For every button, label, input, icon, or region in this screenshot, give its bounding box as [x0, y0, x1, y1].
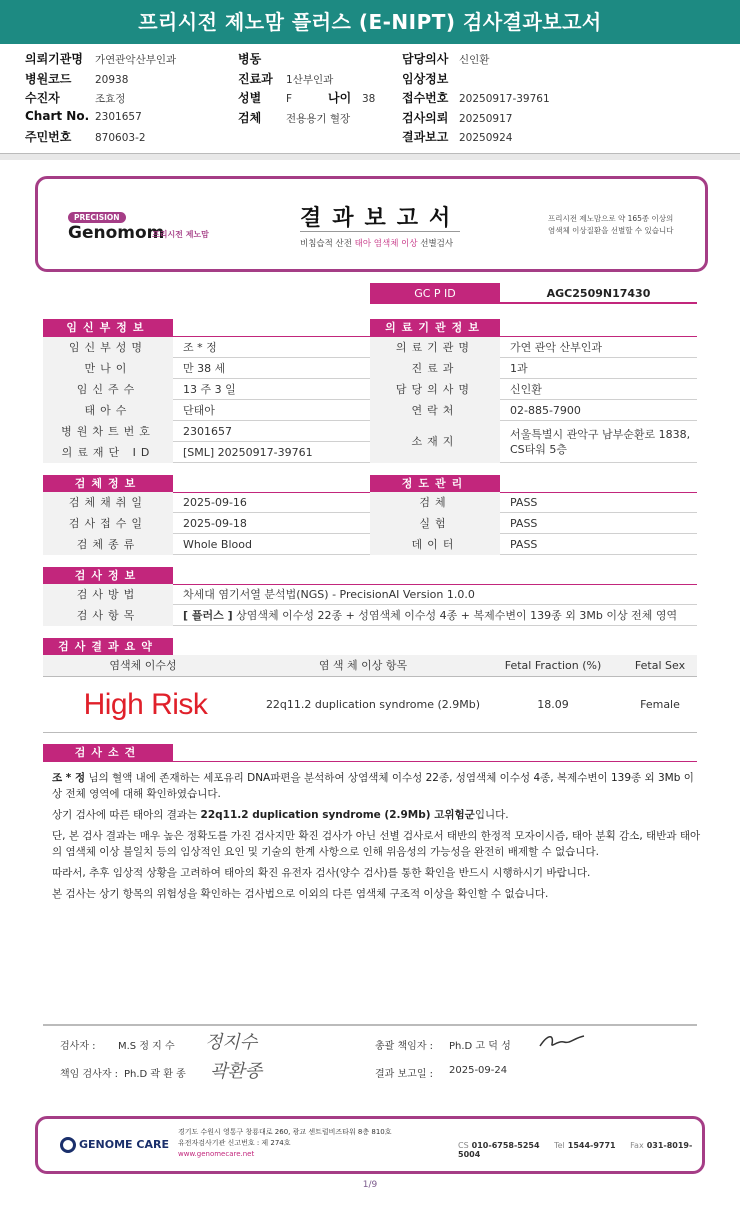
resident-id-label: 주민번호 [25, 130, 72, 144]
specimen-info-row [43, 534, 370, 555]
qc-value: PASS [510, 538, 538, 551]
test-method-label: 검사방법 [43, 584, 173, 605]
pregnant-info-row [43, 400, 370, 421]
opinion-paragraph [52, 770, 702, 802]
gc-circle-icon [60, 1137, 76, 1153]
gcpid-label: GC P ID [370, 283, 500, 304]
logo-subtitle: 프리시전 제노맘 [152, 230, 209, 239]
opinion-p1: 님의 혈액 내에 존재하는 세포유리 DNA파편을 분석하여 상염색체 이수성 22종, 성염색체 이수성 4종, 복제수변이 139종 외 3Mb 이상 전체 영역에 대해 확인하였습니다. [52, 772, 694, 800]
pregnant-info-row [43, 379, 370, 400]
divider [0, 154, 740, 160]
pregnant-info-label: 태아수 [43, 400, 173, 421]
qc-label: 데이터 [370, 534, 500, 555]
qc-header: 정도관리 [370, 475, 500, 493]
receipt-no-value: 20250917-39761 [459, 93, 550, 105]
medical-info-label: 연락처 [370, 400, 500, 421]
medical-info-label: 의료기관명 [370, 337, 500, 358]
chart-no-value: 2301657 [95, 111, 142, 123]
qc-row [370, 492, 697, 513]
sex-label: 성별 [238, 91, 262, 105]
specimen-value: 전용용기 혈장 [286, 113, 351, 125]
patient-value: 조효정 [95, 93, 126, 105]
opinion-p2-post: 입니다. [474, 809, 509, 821]
medical-info-row [370, 337, 697, 358]
signature-rule [43, 1024, 697, 1026]
pregnant-info-value: 13 주 3 일 [183, 383, 236, 396]
pregnant-info-row [43, 442, 370, 463]
page-number: 1/9 [362, 1180, 378, 1190]
specimen-info-value: 2025-09-16 [183, 496, 247, 509]
footer-address [178, 1127, 392, 1160]
resident-id-value: 870603-2 [95, 132, 146, 144]
opinion-paragraph [52, 807, 702, 823]
website-link[interactable]: www.genomecare.net [178, 1150, 255, 1158]
pregnant-info-value: 2301657 [183, 425, 232, 438]
qc-row [370, 534, 697, 555]
genome-care-logo [60, 1137, 169, 1153]
risk-result: High Risk [83, 688, 208, 721]
title-underline [300, 231, 460, 232]
pregnant-info-value: [SML] 20250917-39761 [183, 446, 313, 459]
director-signature-icon [538, 1030, 588, 1052]
medical-info-value: 신인환 [510, 383, 542, 396]
document-title: 프리시전 제노맘 플러스 (E-NIPT) 검사결과보고서 [0, 0, 740, 44]
fax-label: Fax [630, 1141, 644, 1150]
request-date-label: 검사의뢰 [402, 111, 449, 125]
test-info-header: 검사정보 [43, 567, 173, 585]
gcpid-value: AGC2509N17430 [500, 283, 697, 304]
medical-info-value [500, 421, 697, 463]
report-date-label: 결과보고 [402, 130, 449, 144]
company-name: GENOME CARE [79, 1138, 169, 1151]
tester-label: 검사자 : [60, 1041, 96, 1052]
col-fetal-sex: Fetal Sex [634, 659, 686, 672]
medical-info-value-line: 서울특별시 관악구 남부순환로 1838, [510, 428, 691, 441]
opinion-p2-result: 22q11.2 duplication syndrome (2.9Mb) 고위험군 [200, 809, 475, 821]
test-items-row [43, 605, 697, 626]
qc-value: PASS [510, 496, 538, 509]
medical-info-label: 소재지 [370, 421, 500, 463]
report-date-label: 결과 보고일 : [375, 1069, 434, 1080]
report-date-value: 2025-09-24 [449, 1065, 508, 1076]
age-value: 38 [362, 93, 376, 105]
report-subtitle [300, 237, 453, 249]
hospital-code-value: 20938 [95, 74, 129, 86]
col-fetal-fraction: Fetal Fraction (%) [504, 659, 602, 672]
medical-info-value-line: CS타워 5층 [510, 443, 568, 456]
medical-info-label: 진료과 [370, 358, 500, 379]
patient-name: 조 * 정 [52, 772, 86, 784]
test-items-value [173, 605, 697, 626]
fetal-sex-value: Female [640, 698, 680, 711]
receipt-no-label: 접수번호 [402, 91, 449, 105]
qc-value: PASS [510, 517, 538, 530]
institution-value: 가연관악산부인과 [95, 54, 177, 66]
specimen-label: 검체 [238, 111, 262, 125]
chart-no-label: Chart No. [25, 109, 90, 123]
summary-header: 검사결과요약 [43, 638, 173, 656]
request-date-value: 20250917 [459, 113, 513, 125]
precision-badge: PRECISION [68, 212, 126, 223]
pregnant-info-value: 조 * 정 [183, 341, 217, 354]
specimen-info-row [43, 492, 370, 513]
cs-number: 010-6758-5254 [471, 1141, 540, 1150]
report-header [35, 176, 708, 272]
chief-tester-name: Ph.D 곽 환 종 [124, 1069, 186, 1080]
section-rule [173, 761, 697, 762]
medical-info-row [370, 379, 697, 400]
cs-label: CS [458, 1141, 469, 1150]
specimen-info-value: 2025-09-18 [183, 517, 247, 530]
opinion-text [52, 770, 702, 907]
medical-info-value: 02-885-7900 [510, 404, 581, 417]
note-line: 프리시전 제노맘으로 약 165종 이상의 [548, 214, 674, 223]
director-name: Ph.D 고 덕 성 [449, 1041, 511, 1052]
tel-label: Tel [554, 1141, 565, 1150]
dept-value: 1산부인과 [286, 74, 334, 86]
chief-tester-signature: 곽환종 [210, 1061, 263, 1082]
medical-info-header: 의료기관정보 [370, 319, 500, 337]
finding-value: 22q11.2 duplication syndrome (2.9Mb) [265, 698, 481, 711]
summary-columns [43, 655, 697, 677]
address-line: 경기도 수원시 영통구 창룡대로 260, 광교 센트럴비즈타워 8층 810호 [178, 1128, 392, 1136]
tester-name: M.S 정 지 수 [118, 1041, 175, 1052]
test-items-label: 검사항목 [43, 605, 173, 626]
subtitle-pre: 비침습적 산전 [300, 239, 355, 249]
director-label: 총괄 책임자 : [375, 1041, 434, 1052]
opinion-paragraph: 따라서, 추후 임상적 상황을 고려하여 태아의 확진 유전자 검사(양수 검사)를 통한 확인을 반드시 시행하시기 바랍니다. [52, 867, 591, 879]
dept-label: 진료과 [238, 72, 273, 86]
medical-info-label: 담당의사명 [370, 379, 500, 400]
order-meta [0, 44, 740, 154]
test-items-text: 상염색체 이수성 22종 + 성염색체 이수성 4종 + 복제수변이 139종 외 3Mb 이상 전체 영역 [232, 609, 678, 622]
age-label: 나이 [328, 91, 352, 105]
pregnant-info-label: 의료재단 ID [43, 442, 173, 463]
medical-info-value: 가연 관악 산부인과 [510, 341, 603, 354]
pregnant-info-header: 임신부정보 [43, 319, 173, 337]
subtitle-highlight: 태아 염색체 이상 [354, 239, 418, 249]
ward-label: 병동 [238, 52, 262, 66]
hospital-code-label: 병원코드 [25, 72, 72, 86]
specimen-info-header: 검체정보 [43, 475, 173, 493]
test-method-row [43, 584, 697, 605]
fetal-fraction-value: 18.09 [537, 698, 569, 711]
specimen-info-label: 검체종류 [43, 534, 173, 555]
pregnant-info-label: 임신주수 [43, 379, 173, 400]
tel-number: 1544-9771 [567, 1141, 616, 1150]
report-note [548, 213, 698, 237]
plus-tag: [ 플러스 ] [183, 609, 233, 622]
opinion-p2-pre: 상기 검사에 따른 태아의 결과는 [52, 809, 201, 821]
pregnant-info-row [43, 358, 370, 379]
pregnant-info-label: 병원차트번호 [43, 421, 173, 442]
pregnant-info-row [43, 421, 370, 442]
medical-info-row [370, 358, 697, 379]
test-method-value: 차세대 염기서열 분석법(NGS) - PrecisionAI Version 1.0.0 [183, 588, 475, 601]
pregnant-info-row [43, 337, 370, 358]
license-line: 유전자검사기관 신고번호 : 제 274호 [178, 1139, 291, 1147]
specimen-info-value: Whole Blood [183, 538, 252, 551]
subtitle-post: 선별검사 [417, 239, 454, 249]
pregnant-info-value: 만 38 세 [183, 362, 226, 375]
report-date-value: 20250924 [459, 132, 513, 144]
specimen-info-row [43, 513, 370, 534]
summary-values [43, 677, 697, 733]
note-line: 염색체 이상질환을 선별할 수 있습니다 [548, 226, 674, 235]
medical-info-row [370, 421, 697, 463]
doctor-value: 신인환 [459, 54, 490, 66]
sex-value: F [286, 93, 293, 105]
clinical-info-label: 임상정보 [402, 72, 449, 86]
specimen-info-label: 검체채취일 [43, 492, 173, 513]
pregnant-info-label: 임신부성명 [43, 337, 173, 358]
medical-info-value: 1과 [510, 362, 528, 375]
opinion-paragraph: 본 검사는 상기 항목의 위험성을 확인하는 검사법으로 이외의 다른 염색체 구조적 이상을 확인할 수 없습니다. [52, 888, 549, 900]
genomom-logo: Genomom [68, 223, 165, 243]
opinion-header: 검사소견 [43, 744, 173, 762]
pregnant-info-value: 단태아 [183, 404, 215, 417]
medical-info-row [370, 400, 697, 421]
specimen-info-label: 검사접수일 [43, 513, 173, 534]
institution-label: 의뢰기관명 [25, 52, 83, 66]
col-aneuploidy: 염색체 이수성 [109, 659, 177, 672]
qc-label: 실험 [370, 513, 500, 534]
col-abnormal-items: 염 색 체 이상 항목 [318, 659, 408, 672]
opinion-paragraph: 단, 본 검사 결과는 매우 높은 정확도를 가진 검사지만 확진 검사가 아닌 선별 검사로서 태반의 한정적 모자이시즘, 태아 분획 감소, 태반과 태아의 염색체 이상 불일치 등의 임상적인 요인 및 기술의 한계 사항으로 인해 위음성의 가능성을 완전히 배제할 수 없습니다. [52, 830, 701, 858]
footer-contacts [458, 1141, 702, 1159]
doctor-label: 담당의사 [402, 52, 449, 66]
chief-tester-label: 책임 검사자 : [60, 1069, 119, 1080]
fax-number: 031-8019-5004 [458, 1141, 693, 1159]
report-title: 결과보고서 [300, 206, 462, 231]
pregnant-info-label: 만나이 [43, 358, 173, 379]
patient-label: 수진자 [25, 91, 60, 105]
qc-row [370, 513, 697, 534]
footer [35, 1116, 705, 1174]
qc-label: 검체 [370, 492, 500, 513]
tester-signature: 정지수 [205, 1032, 258, 1053]
